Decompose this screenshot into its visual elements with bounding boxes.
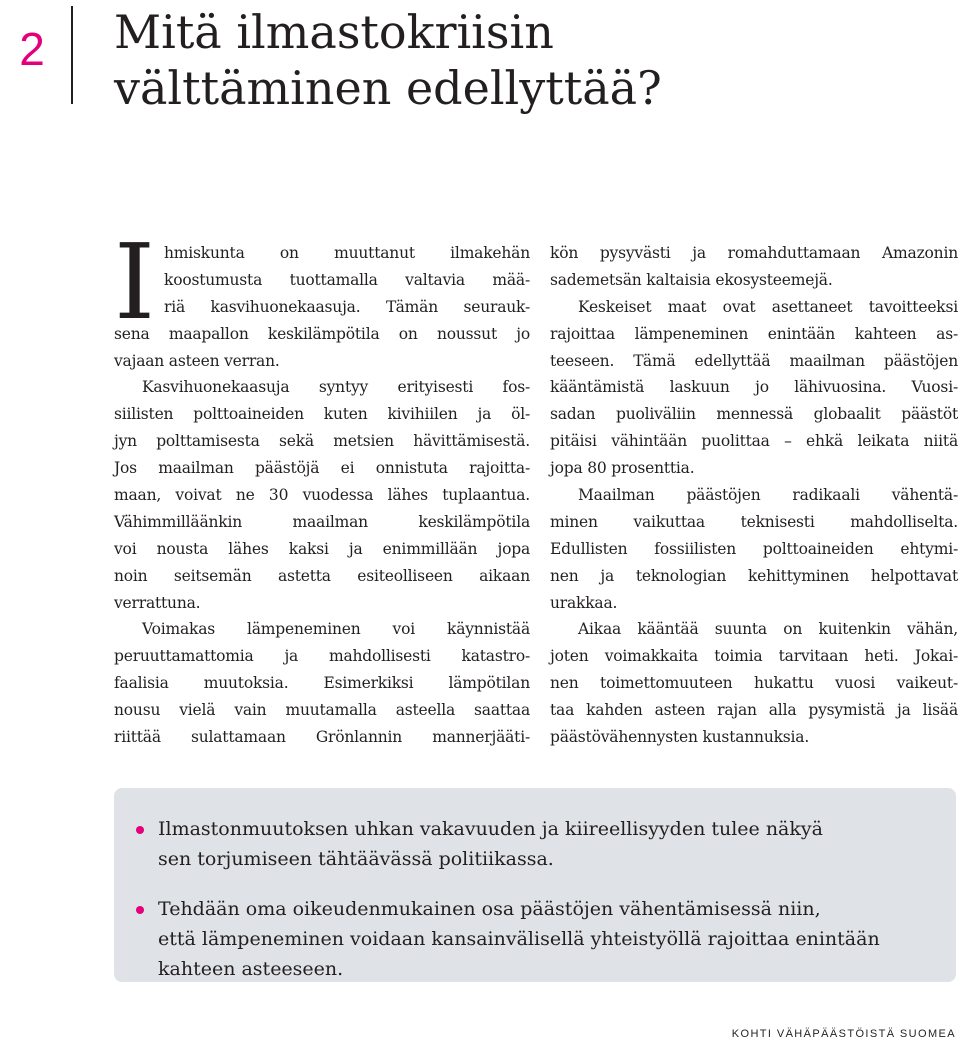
- key-point-line: että lämpeneminen voidaan kansainvälisellä yhteistyöllä rajoittaa enintään: [158, 928, 880, 950]
- text-line: Kasvihuonekaasuja syntyy erityisesti fos-: [142, 378, 530, 397]
- text-line: nen toimettomuuteen hukattu vuosi vaikeut-: [550, 674, 958, 693]
- text-line: faalisia muutoksia. Esimerkiksi lämpötilan: [114, 674, 530, 693]
- page-footer: KOHTI VÄHÄPÄÄSTÖISTÄ SUOMEA: [731, 1028, 956, 1040]
- bullet-icon: [136, 826, 144, 834]
- text-line: Vähimmilläänkin maailman keskilämpötila: [114, 512, 530, 531]
- text-line: vajaan asteen verran.: [114, 351, 280, 370]
- text-line: Aikaa kääntää suunta on kuitenkin vähän,: [578, 620, 958, 639]
- title-line: välttäminen edellyttää?: [114, 61, 662, 115]
- text-line: riä kasvihuonekaasuja. Tämän seurauk-: [164, 297, 530, 316]
- chapter-divider: [71, 6, 73, 104]
- title-line: Mitä ilmastokriisin: [114, 5, 554, 59]
- bullet-icon: [136, 906, 144, 914]
- chapter-number: 2: [19, 23, 45, 75]
- key-point-line: kahteen asteeseen.: [158, 958, 344, 980]
- text-line: teeseen. Tämä edellyttää maailman päästöjen: [550, 351, 958, 370]
- text-line: kääntämistä laskuun jo lähivuosina. Vuosi-: [550, 378, 958, 397]
- text-line: nousu vielä vain muutamalla asteella saattaa: [114, 701, 530, 720]
- left-column: [114, 221, 530, 751]
- text-line: Edullisten fossiilisten polttoaineiden ehtymi-: [550, 539, 958, 558]
- text-line: voi nousta lähes kaksi ja enimmillään jopa: [114, 539, 530, 558]
- text-line: Jos maailman päästöjä ei onnistuta rajoitta-: [114, 459, 530, 478]
- text-line: peruuttamattomia ja mahdollisesti katastro-: [114, 647, 530, 666]
- key-point: [134, 814, 916, 874]
- key-point: [134, 894, 916, 984]
- text-line: Keskeiset maat ovat asettaneet tavoitteeksi: [578, 297, 958, 316]
- text-line: koostumusta tuottamalla valtavia mää-: [164, 270, 530, 289]
- text-line: Maailman päästöjen radikaali vähentä-: [578, 486, 958, 505]
- text-line: verrattuna.: [114, 593, 201, 612]
- text-line: hmiskunta on muuttanut ilmakehän: [164, 244, 530, 262]
- drop-cap: I: [114, 221, 155, 343]
- text-line: sademetsän kaltaisia ekosysteemejä.: [550, 270, 833, 289]
- key-point-line: sen torjumiseen tähtäävässä politiikassa.: [158, 848, 554, 870]
- text-line: siilisten polttoaineiden kuten kivihiilen ja öl-: [114, 405, 530, 424]
- text-line: kön pysyvästi ja romahduttamaan Amazonin: [550, 244, 958, 262]
- page-title: [114, 4, 662, 116]
- text-line: noin seitsemän astetta esiteolliseen aikaan: [114, 566, 530, 585]
- text-line: rajoittaa lämpeneminen enintään kahteen as-: [550, 324, 958, 343]
- key-point-line: Tehdään oma oikeudenmukainen osa päästöjen vähentämisessä niin,: [158, 898, 821, 920]
- text-line: päästövähennysten kustannuksia.: [550, 728, 810, 747]
- text-line: sadan puoliväliin mennessä globaalit päästöt: [550, 405, 958, 424]
- text-line: sena maapallon keskilämpötila on noussut jo: [114, 324, 530, 343]
- text-line: maan, voivat ne 30 vuodessa lähes tuplaantua.: [114, 486, 530, 505]
- text-line: Voimakas lämpeneminen voi käynnistää: [142, 620, 530, 639]
- key-points-box: [114, 788, 956, 982]
- text-line: riittää sulattamaan Grönlannin mannerjääti-: [114, 728, 530, 747]
- text-line: taa kahden asteen rajan alla pysymistä ja lisää: [550, 701, 958, 720]
- text-line: nen ja teknologian kehittyminen helpottavat: [550, 566, 958, 585]
- text-line: joten voimakkaita toimia tarvitaan heti. Jokai-: [550, 647, 958, 666]
- text-line: minen vaikuttaa teknisesti mahdolliselta.: [550, 512, 958, 531]
- text-line: jopa 80 prosenttia.: [550, 459, 695, 478]
- text-line: urakkaa.: [550, 593, 618, 612]
- right-column: [550, 240, 958, 751]
- text-line: pitäisi vähintään puolittaa – ehkä leikata niitä: [550, 432, 958, 451]
- key-point-line: Ilmastonmuutoksen uhkan vakavuuden ja kiireellisyyden tulee näkyä: [158, 818, 823, 840]
- text-line: jyn polttamisesta sekä metsien hävittämisestä.: [114, 432, 530, 451]
